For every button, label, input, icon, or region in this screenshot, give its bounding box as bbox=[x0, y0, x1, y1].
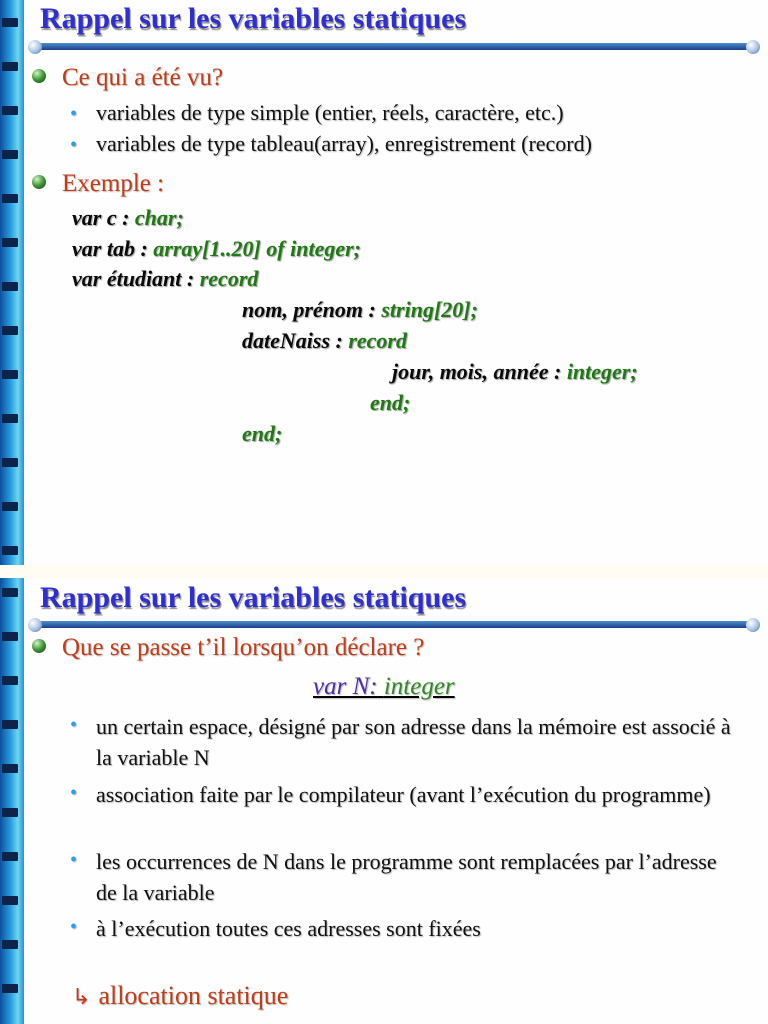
slide-title: Rappel sur les variables statiques bbox=[40, 2, 467, 35]
slide-separator bbox=[0, 565, 768, 578]
rule-knob-left bbox=[28, 40, 42, 54]
stripe-dash bbox=[2, 150, 18, 159]
stripe-dash bbox=[2, 896, 18, 905]
list-item-text: les occurrences de N dans le programme sont remplacées par l’adresse de la variable bbox=[96, 849, 717, 905]
code-type: string[20]; bbox=[381, 297, 478, 322]
section-heading-text: Que se passe t’il lorsqu’on déclare ? bbox=[62, 634, 425, 661]
code-line bbox=[242, 328, 407, 354]
code-line bbox=[72, 205, 184, 231]
blue-dot-bullet-icon: • bbox=[70, 916, 78, 938]
title-rule-bar bbox=[36, 43, 752, 50]
section-heading bbox=[32, 634, 424, 662]
list-item bbox=[70, 913, 740, 944]
slide-2 bbox=[0, 578, 768, 1024]
stripe-dash bbox=[2, 852, 18, 861]
code-line bbox=[392, 359, 638, 385]
title-rule bbox=[28, 618, 760, 632]
conclusion-text: allocation statique bbox=[98, 981, 289, 1010]
list-item-text: association faite par le compilateur (avant l’exécution du programme) bbox=[96, 782, 711, 807]
list-item-text: variables de type tableau(array), enregistrement (record) bbox=[96, 131, 592, 156]
rule-knob-right bbox=[746, 40, 760, 54]
stripe-dash bbox=[2, 764, 18, 773]
stripe-dash bbox=[2, 282, 18, 291]
list-item bbox=[70, 131, 592, 157]
stripe-dash bbox=[2, 720, 18, 729]
stripe-dash bbox=[2, 326, 18, 335]
code-line bbox=[242, 297, 478, 323]
code-type: integer; bbox=[566, 359, 638, 384]
list-item bbox=[70, 711, 740, 773]
code-type: char; bbox=[134, 205, 184, 230]
stripe-dash bbox=[2, 984, 18, 993]
hooked-right-arrow-icon: ↳ bbox=[72, 985, 91, 1010]
green-sphere-bullet-icon bbox=[32, 69, 46, 83]
list-item bbox=[70, 779, 740, 810]
code-line bbox=[72, 236, 361, 262]
green-sphere-bullet-icon bbox=[32, 175, 46, 189]
stripe-dash bbox=[2, 502, 18, 511]
section-heading bbox=[32, 170, 164, 198]
stripe-dash bbox=[2, 940, 18, 949]
stripe-dash bbox=[2, 194, 18, 203]
stripe-dash bbox=[2, 546, 18, 555]
declaration-type: integer bbox=[383, 673, 455, 700]
code-keyword: jour, mois, année : bbox=[392, 359, 562, 384]
blue-dot-bullet-icon: • bbox=[70, 714, 78, 736]
code-line bbox=[370, 390, 410, 416]
section-heading-text: Exemple : bbox=[62, 170, 165, 197]
list-item bbox=[70, 846, 740, 908]
list-item bbox=[70, 100, 564, 126]
stripe-dash bbox=[2, 106, 18, 115]
list-item-text: un certain espace, désigné par son adresse dans la mémoire est associé à la variable N bbox=[96, 714, 731, 770]
green-sphere-bullet-icon bbox=[32, 639, 46, 653]
title-rule-bar bbox=[36, 621, 752, 628]
blue-dot-bullet-icon: • bbox=[70, 782, 78, 804]
code-line bbox=[242, 421, 282, 447]
code-keyword: dateNaiss : bbox=[242, 328, 343, 353]
stripe-dash bbox=[2, 676, 18, 685]
left-decorative-stripe bbox=[0, 578, 24, 1024]
rule-knob-right bbox=[746, 618, 760, 632]
slide-title: Rappel sur les variables statiques bbox=[40, 581, 467, 614]
blue-dot-bullet-icon: • bbox=[70, 103, 78, 125]
list-item-text: variables de type simple (entier, réels, caractère, etc.) bbox=[96, 100, 564, 125]
stripe-dash bbox=[2, 808, 18, 817]
rule-knob-left bbox=[28, 618, 42, 632]
stripe-dash bbox=[2, 18, 18, 27]
code-type: array[1..20] of integer; bbox=[153, 236, 362, 261]
conclusion-line bbox=[72, 981, 288, 1011]
stripe-dash bbox=[2, 370, 18, 379]
left-decorative-stripe bbox=[0, 0, 24, 565]
code-keyword: var étudiant : bbox=[72, 266, 195, 291]
section-heading bbox=[32, 64, 223, 92]
stripe-dash bbox=[2, 458, 18, 467]
stripe-dash bbox=[2, 588, 18, 597]
code-type: end; bbox=[370, 390, 411, 415]
declaration-var: var N: bbox=[313, 673, 378, 700]
blue-dot-bullet-icon: • bbox=[70, 134, 78, 156]
code-type: record bbox=[199, 266, 259, 291]
stripe-dash bbox=[2, 632, 18, 641]
list-item-text: à l’exécution toutes ces adresses sont fixées bbox=[96, 916, 481, 941]
code-type: end; bbox=[242, 421, 283, 446]
code-type: record bbox=[348, 328, 407, 353]
code-keyword: var tab : bbox=[72, 236, 148, 261]
title-rule bbox=[28, 40, 760, 54]
stripe-dash bbox=[2, 62, 18, 71]
stripe-dash bbox=[2, 238, 18, 247]
blue-dot-bullet-icon: • bbox=[70, 849, 78, 871]
code-keyword: var c : bbox=[72, 205, 130, 230]
code-line bbox=[72, 266, 258, 292]
stripe-dash bbox=[2, 414, 18, 423]
code-keyword: nom, prénom : bbox=[242, 297, 376, 322]
declaration-line bbox=[313, 673, 455, 701]
section-heading-text: Ce qui a été vu? bbox=[62, 64, 224, 91]
